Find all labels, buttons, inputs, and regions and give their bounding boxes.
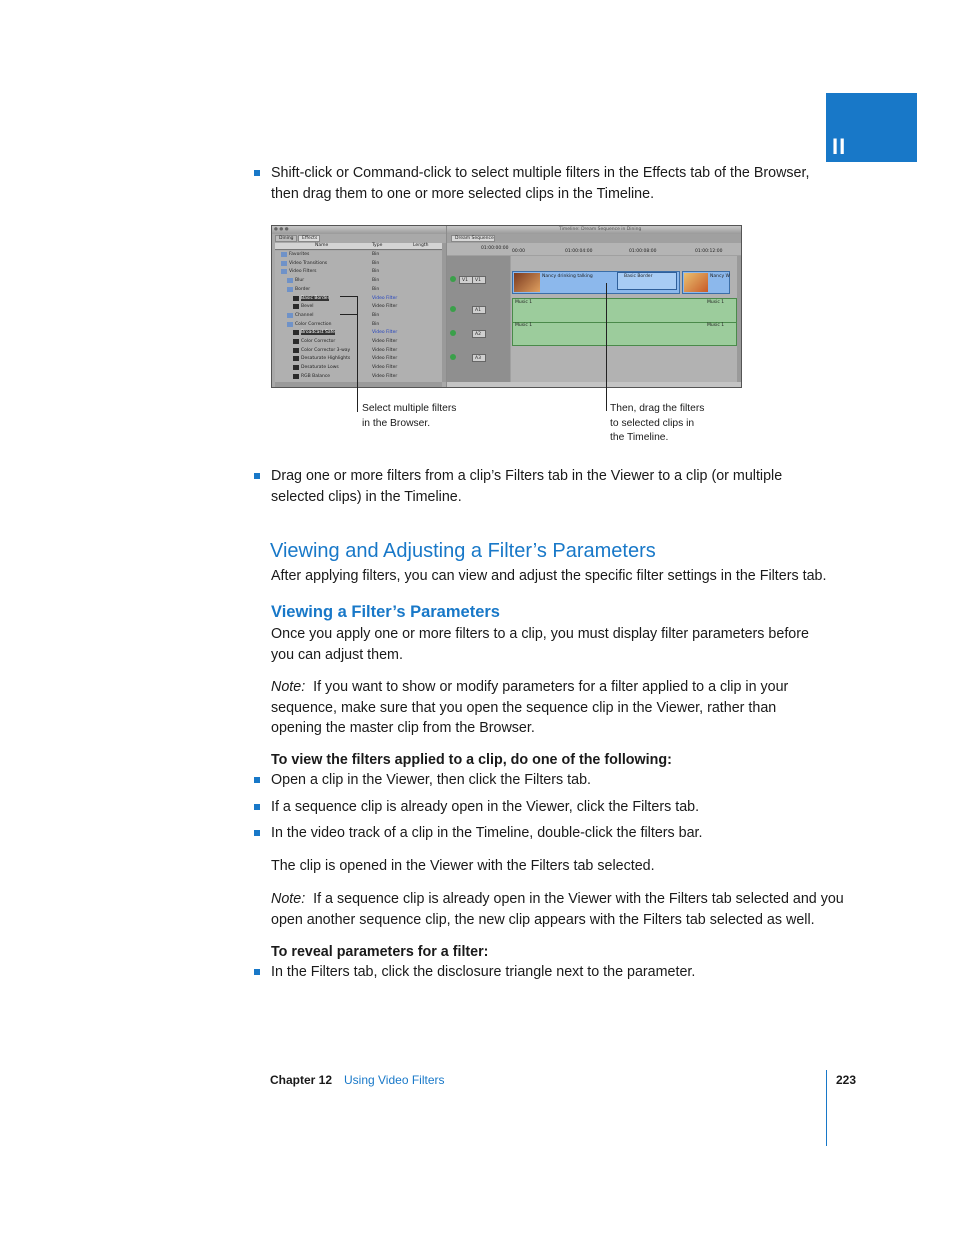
effects-list-row[interactable]	[275, 364, 442, 372]
ruler-label-2: 01:00:04:00	[565, 249, 593, 254]
effects-list-row[interactable]	[275, 329, 442, 337]
browser-title-bar	[272, 226, 446, 234]
effect-type: Video Filter	[372, 356, 398, 362]
column-type[interactable]: Type	[372, 243, 383, 248]
track-patch-v1[interactable]: V1	[459, 276, 479, 284]
task-bullet-3: In the video track of a clip in the Timeline, double-click the filters bar.	[271, 825, 703, 841]
tab-dream-sequence[interactable]: Dream Sequence	[451, 235, 495, 242]
part-tab	[826, 93, 917, 162]
clip-thumbnail	[514, 273, 540, 292]
filter-icon	[293, 348, 299, 353]
effects-list-row[interactable]	[275, 286, 442, 294]
effect-type: Bin	[372, 252, 380, 257]
track-label-v1[interactable]: V1	[472, 276, 486, 284]
callout-leader-right	[606, 283, 607, 411]
effect-type: Video Filter	[372, 365, 398, 371]
effects-list-row[interactable]	[275, 347, 442, 355]
track-label-a2[interactable]: A2	[472, 330, 486, 338]
browser-scrollbar[interactable]	[442, 243, 446, 382]
filter-icon	[293, 304, 299, 309]
filter-drop-target[interactable]	[617, 272, 677, 290]
effect-name: Color Correction	[295, 321, 332, 327]
ruler-label-3: 01:00:08:00	[629, 249, 657, 254]
effect-type: Video Filter	[372, 339, 398, 344]
effect-name: Desaturate Highlights	[301, 356, 351, 362]
effects-list-row[interactable]	[275, 312, 442, 320]
effects-list-row[interactable]	[275, 268, 442, 276]
bin-icon	[281, 269, 287, 274]
task-bullet-4: In the Filters tab, click the disclosure triangle next to the parameter.	[271, 964, 696, 980]
filter-icon	[293, 296, 299, 301]
window-buttons: ● ● ●	[274, 227, 289, 232]
bullet-marker	[254, 777, 260, 783]
track-visibility-icon[interactable]	[450, 306, 456, 312]
paragraph-1: Once you apply one or more filters to a clip, you must display filter parameters before you can adjust them.	[271, 626, 809, 663]
filter-icon	[293, 330, 299, 335]
track-visibility-icon[interactable]	[450, 276, 456, 282]
task-bullet-2: If a sequence clip is already open in the Viewer, click the Filters tab.	[271, 799, 700, 815]
effects-list-row[interactable]	[275, 260, 442, 268]
effect-name: Channel	[295, 312, 314, 318]
effect-type: Video Filter	[372, 330, 398, 336]
effect-name: Broadcast Safe	[301, 330, 335, 336]
bin-icon	[287, 278, 293, 283]
effect-type: Video Filter	[372, 295, 398, 301]
effect-type: Bin	[372, 312, 380, 318]
browser-hscrollbar[interactable]	[275, 382, 442, 388]
filter-icon	[293, 374, 299, 379]
effect-name: RGB Balance	[301, 373, 331, 379]
page-number: 223	[836, 1073, 857, 1087]
footer-chapter-title[interactable]: Using Video Filters	[344, 1073, 445, 1087]
effect-type: Video Filter	[372, 304, 398, 310]
column-header-row	[275, 243, 442, 250]
effects-list-row[interactable]	[275, 373, 442, 381]
effect-name: Color Corrector 3-way	[301, 347, 351, 353]
effect-type: Bin	[372, 286, 380, 292]
timeline-title-bar	[447, 226, 742, 234]
audio-divider	[513, 322, 738, 323]
effects-list-row[interactable]	[275, 251, 442, 259]
audio-label: Music 1	[515, 323, 533, 328]
bullet-item-2: Drag one or more filters from a clip’s Filters tab in the Viewer to a clip (or multiple selected clips) in the Timeline.	[271, 468, 783, 505]
track-label-a3[interactable]: A3	[472, 354, 486, 362]
part-marker: II	[832, 134, 847, 159]
callout-leader-left-top	[340, 296, 357, 297]
timeline-scrollbar[interactable]	[737, 256, 742, 382]
bin-icon	[287, 287, 293, 292]
result-paragraph: The clip is opened in the Viewer with the Filters tab selected.	[271, 858, 655, 874]
footer-rule	[826, 1070, 827, 1146]
note-2: Note: If a sequence clip is already open in the Viewer with the Filters tab selected and you open another sequence clip, the new clip appears with the Filters tab selected as well.	[271, 891, 844, 928]
clip-thumbnail	[684, 273, 708, 292]
section-heading: Viewing and Adjusting a Filter’s Parameters	[270, 540, 656, 562]
note-label: Note:	[271, 891, 306, 907]
effects-list-row[interactable]	[275, 338, 442, 346]
callout-left: Select multiple filters in the Browser.	[362, 403, 457, 429]
column-name[interactable]: Name	[315, 243, 329, 248]
effect-name: Border	[295, 286, 311, 292]
track-headers	[447, 256, 510, 382]
effect-type: Bin	[372, 278, 380, 284]
audio-label: Music 1	[515, 300, 533, 305]
timeline-hscrollbar[interactable]	[447, 382, 742, 388]
track-visibility-icon[interactable]	[450, 330, 456, 336]
effect-type: Video Filter	[372, 347, 398, 353]
bullet-marker	[254, 473, 260, 479]
effect-type: Bin	[372, 269, 380, 275]
effect-type: Bin	[372, 260, 380, 266]
intro-paragraph: After applying filters, you can view and adjust the specific filter settings in the Filters tab.	[271, 568, 827, 584]
task-heading-1: To view the filters applied to a clip, do one of the following:	[271, 752, 672, 768]
timeline-panel	[447, 226, 742, 388]
bullet-marker	[254, 804, 260, 810]
bullet-item-1: Shift-click or Command-click to select multiple filters in the Effects tab of the Browser, then drag them to one or more selected clips in the Timeline.	[271, 165, 810, 202]
bin-icon	[287, 322, 293, 327]
tab-dining[interactable]: Dining	[275, 235, 297, 242]
callout-leader-left-bottom	[340, 314, 357, 315]
effect-name: Favorites	[289, 252, 310, 257]
clip-label: Nancy drinking talking	[542, 274, 593, 279]
effect-type: Bin	[372, 321, 380, 327]
timeline-toolbar	[447, 243, 742, 255]
task-heading-2: To reveal parameters for a filter:	[271, 944, 489, 960]
final-cut-screenshot	[271, 225, 742, 388]
track-visibility-icon[interactable]	[450, 354, 456, 360]
effects-list	[275, 251, 442, 382]
effects-list-row[interactable]	[275, 303, 442, 311]
video-clip-2[interactable]	[682, 271, 730, 294]
effect-name: Video Filters	[289, 269, 317, 275]
clip-label: Nancy W	[710, 274, 730, 279]
audio-label: Music 1	[707, 323, 725, 328]
track-area	[511, 256, 737, 382]
bullet-marker	[254, 830, 260, 836]
effect-name: Desaturate Lows	[301, 365, 339, 371]
effect-type: Video Filter	[372, 373, 398, 379]
track-label-a1[interactable]: A1	[472, 306, 486, 314]
effect-name: Bevel	[301, 304, 314, 310]
callout-leader-left	[357, 296, 358, 412]
bullet-marker	[254, 969, 260, 975]
column-length[interactable]: Length	[413, 243, 429, 248]
note-label: Note:	[271, 679, 306, 695]
filter-label: Basic Border	[624, 274, 653, 279]
bin-icon	[281, 261, 287, 266]
effects-list-row[interactable]	[275, 321, 442, 329]
audio-label: Music 1	[707, 300, 725, 305]
callout-right: Then, drag the filters to selected clips in the Timeline.	[610, 403, 705, 443]
filter-icon	[293, 339, 299, 344]
effect-name: Basic Border	[301, 295, 330, 301]
bullet-marker	[254, 170, 260, 176]
note-1: Note: If you want to show or modify parameters for a filter applied to a clip in your sequence, make sure that you open the sequence clip in the Viewer, rather than opening the master clip from the Browser.	[271, 679, 789, 736]
filter-icon	[293, 356, 299, 361]
ruler-label-1: 00:00	[512, 249, 525, 254]
bin-icon	[287, 313, 293, 318]
effect-name: Color Corrector	[301, 339, 336, 344]
timecode-field[interactable]: 01:00:00:00	[481, 246, 509, 251]
bin-icon	[281, 252, 287, 257]
effects-list-row[interactable]	[275, 295, 442, 303]
effect-name: Video Transitions	[289, 260, 328, 266]
effects-list-row[interactable]	[275, 277, 442, 285]
subsection-heading: Viewing a Filter’s Parameters	[271, 603, 500, 621]
effects-list-row[interactable]	[275, 355, 442, 363]
video-clip[interactable]	[512, 271, 680, 294]
ruler-label-4: 01:00:12:00	[695, 249, 723, 254]
audio-clip[interactable]	[512, 298, 737, 346]
timeline-title: Timeline: Dream Sequence in Dining	[559, 227, 642, 232]
footer-chapter: Chapter 12	[270, 1073, 333, 1087]
tab-effects[interactable]: Effects	[298, 235, 320, 242]
effect-name: Blur	[295, 278, 305, 284]
task-bullet-1: Open a clip in the Viewer, then click the Filters tab.	[271, 772, 591, 788]
filter-icon	[293, 365, 299, 370]
browser-panel	[272, 226, 446, 388]
